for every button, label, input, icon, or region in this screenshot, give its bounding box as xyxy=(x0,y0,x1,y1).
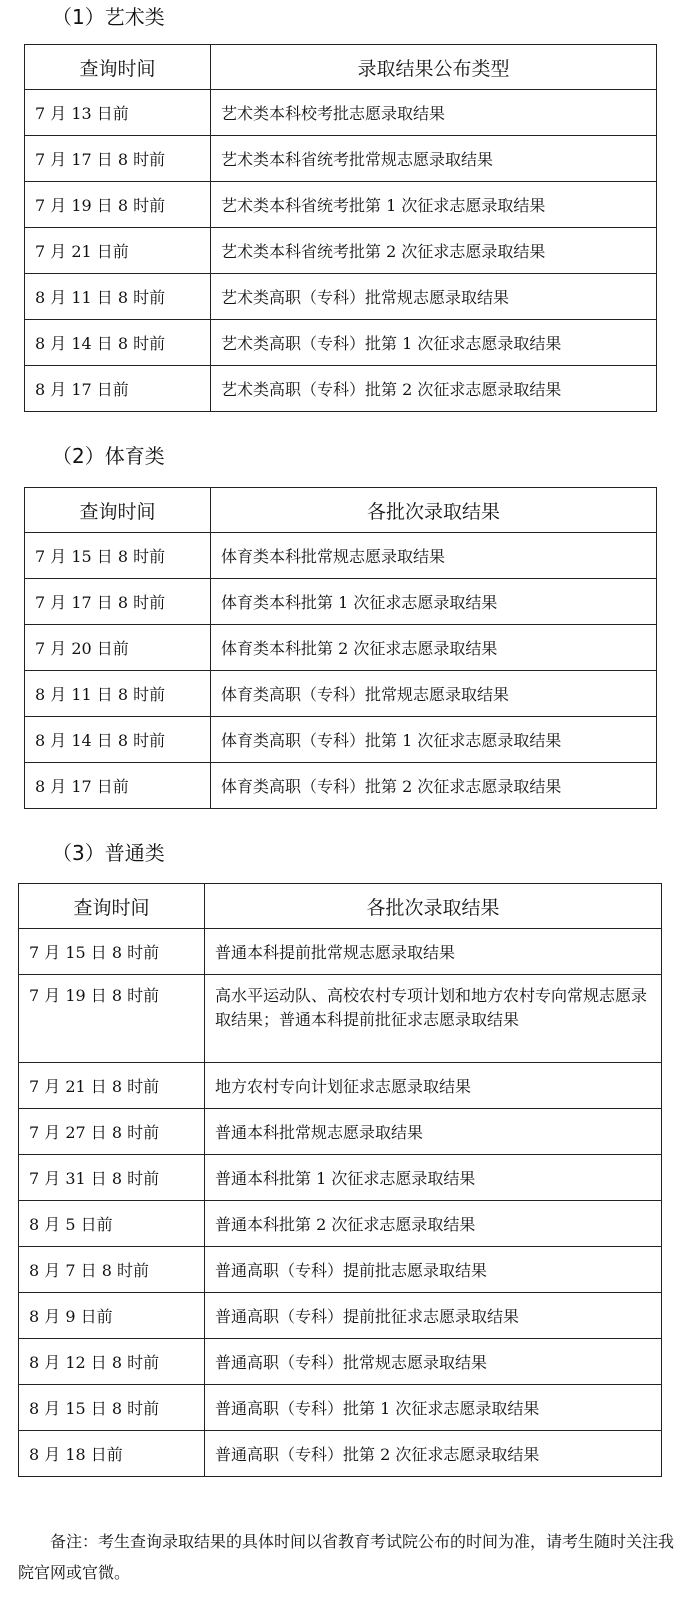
section-heading-general: （3）普通类 xyxy=(52,841,165,865)
table-row xyxy=(25,366,657,412)
table-row xyxy=(25,182,657,228)
table-header-row xyxy=(25,488,657,533)
table-row xyxy=(19,1385,662,1431)
cell-result: 普通本科批常规志愿录取结果 xyxy=(205,1109,662,1155)
cell-time: 8 月 14 日 8 时前 xyxy=(25,717,211,763)
cell-time: 7 月 17 日 8 时前 xyxy=(25,136,211,182)
table-row xyxy=(19,1431,662,1477)
cell-time: 8 月 14 日 8 时前 xyxy=(25,320,211,366)
table-row xyxy=(25,763,657,809)
table-row xyxy=(25,671,657,717)
cell-time: 8 月 17 日前 xyxy=(25,763,211,809)
table-row xyxy=(19,1247,662,1293)
cell-result: 地方农村专向计划征求志愿录取结果 xyxy=(205,1063,662,1109)
cell-time: 7 月 20 日前 xyxy=(25,625,211,671)
cell-time: 7 月 31 日 8 时前 xyxy=(19,1155,205,1201)
cell-time: 8 月 15 日 8 时前 xyxy=(19,1385,205,1431)
cell-time: 7 月 17 日 8 时前 xyxy=(25,579,211,625)
header-batch-results: 各批次录取结果 xyxy=(211,488,657,533)
header-query-time: 查询时间 xyxy=(25,45,211,90)
cell-result: 艺术类本科校考批志愿录取结果 xyxy=(211,90,657,136)
cell-time: 7 月 15 日 8 时前 xyxy=(19,929,205,975)
cell-result: 体育类本科批第 1 次征求志愿录取结果 xyxy=(211,579,657,625)
table-header-row xyxy=(25,45,657,90)
cell-time: 8 月 9 日前 xyxy=(19,1293,205,1339)
cell-result: 体育类本科批第 2 次征求志愿录取结果 xyxy=(211,625,657,671)
cell-result: 艺术类高职（专科）批第 1 次征求志愿录取结果 xyxy=(211,320,657,366)
table-row xyxy=(25,625,657,671)
art-schedule-table xyxy=(24,44,657,412)
cell-result: 体育类高职（专科）批第 2 次征求志愿录取结果 xyxy=(211,763,657,809)
table-row xyxy=(25,717,657,763)
cell-time: 8 月 5 日前 xyxy=(19,1201,205,1247)
cell-result: 普通高职（专科）批常规志愿录取结果 xyxy=(205,1339,662,1385)
cell-time: 7 月 13 日前 xyxy=(25,90,211,136)
cell-time: 8 月 18 日前 xyxy=(19,1431,205,1477)
table-header-row xyxy=(19,884,662,929)
cell-time: 7 月 21 日 8 时前 xyxy=(19,1063,205,1109)
cell-result: 普通高职（专科）批第 1 次征求志愿录取结果 xyxy=(205,1385,662,1431)
table-row xyxy=(19,1293,662,1339)
cell-time: 8 月 17 日前 xyxy=(25,366,211,412)
cell-time: 8 月 11 日 8 时前 xyxy=(25,274,211,320)
cell-result: 艺术类高职（专科）批第 2 次征求志愿录取结果 xyxy=(211,366,657,412)
cell-result: 普通本科批第 2 次征求志愿录取结果 xyxy=(205,1201,662,1247)
header-result-type: 录取结果公布类型 xyxy=(211,45,657,90)
cell-time: 8 月 11 日 8 时前 xyxy=(25,671,211,717)
cell-result: 普通高职（专科）提前批征求志愿录取结果 xyxy=(205,1293,662,1339)
cell-time: 8 月 7 日 8 时前 xyxy=(19,1247,205,1293)
table-row xyxy=(25,228,657,274)
cell-result: 体育类本科批常规志愿录取结果 xyxy=(211,533,657,579)
cell-result: 普通本科批第 1 次征求志愿录取结果 xyxy=(205,1155,662,1201)
table-row xyxy=(19,929,662,975)
cell-time: 7 月 19 日 8 时前 xyxy=(25,182,211,228)
cell-result: 普通本科提前批常规志愿录取结果 xyxy=(205,929,662,975)
cell-result: 艺术类本科省统考批第 1 次征求志愿录取结果 xyxy=(211,182,657,228)
table-row xyxy=(25,90,657,136)
table-row xyxy=(19,1109,662,1155)
table-row xyxy=(25,579,657,625)
table-row xyxy=(19,1155,662,1201)
table-row xyxy=(25,274,657,320)
table-row xyxy=(19,975,662,1063)
cell-result: 艺术类本科省统考批第 2 次征求志愿录取结果 xyxy=(211,228,657,274)
header-batch-results: 各批次录取结果 xyxy=(205,884,662,929)
table-row xyxy=(19,1339,662,1385)
cell-time: 7 月 27 日 8 时前 xyxy=(19,1109,205,1155)
cell-result: 普通高职（专科）提前批志愿录取结果 xyxy=(205,1247,662,1293)
cell-result: 艺术类高职（专科）批常规志愿录取结果 xyxy=(211,274,657,320)
table-row xyxy=(19,1063,662,1109)
cell-result: 普通高职（专科）批第 2 次征求志愿录取结果 xyxy=(205,1431,662,1477)
table-row xyxy=(25,320,657,366)
section-heading-sports: （2）体育类 xyxy=(52,444,165,468)
sports-schedule-table xyxy=(24,487,657,809)
section-heading-art: （1）艺术类 xyxy=(52,5,165,29)
general-schedule-table xyxy=(18,883,662,1477)
cell-time: 7 月 21 日前 xyxy=(25,228,211,274)
header-query-time: 查询时间 xyxy=(25,488,211,533)
header-query-time: 查询时间 xyxy=(19,884,205,929)
cell-result: 体育类高职（专科）批第 1 次征求志愿录取结果 xyxy=(211,717,657,763)
cell-time: 7 月 19 日 8 时前 xyxy=(19,975,205,1063)
table-row xyxy=(19,1201,662,1247)
footnote: 备注：考生查询录取结果的具体时间以省教育考试院公布的时间为准，请考生随时关注我院官网或官微。 xyxy=(18,1532,675,1582)
cell-result: 体育类高职（专科）批常规志愿录取结果 xyxy=(211,671,657,717)
cell-time: 7 月 15 日 8 时前 xyxy=(25,533,211,579)
table-row xyxy=(25,136,657,182)
table-row xyxy=(25,533,657,579)
cell-result: 艺术类本科省统考批常规志愿录取结果 xyxy=(211,136,657,182)
cell-time: 8 月 12 日 8 时前 xyxy=(19,1339,205,1385)
cell-result: 高水平运动队、高校农村专项计划和地方农村专向常规志愿录取结果；普通本科提前批征求志愿录取结果 xyxy=(205,975,662,1063)
